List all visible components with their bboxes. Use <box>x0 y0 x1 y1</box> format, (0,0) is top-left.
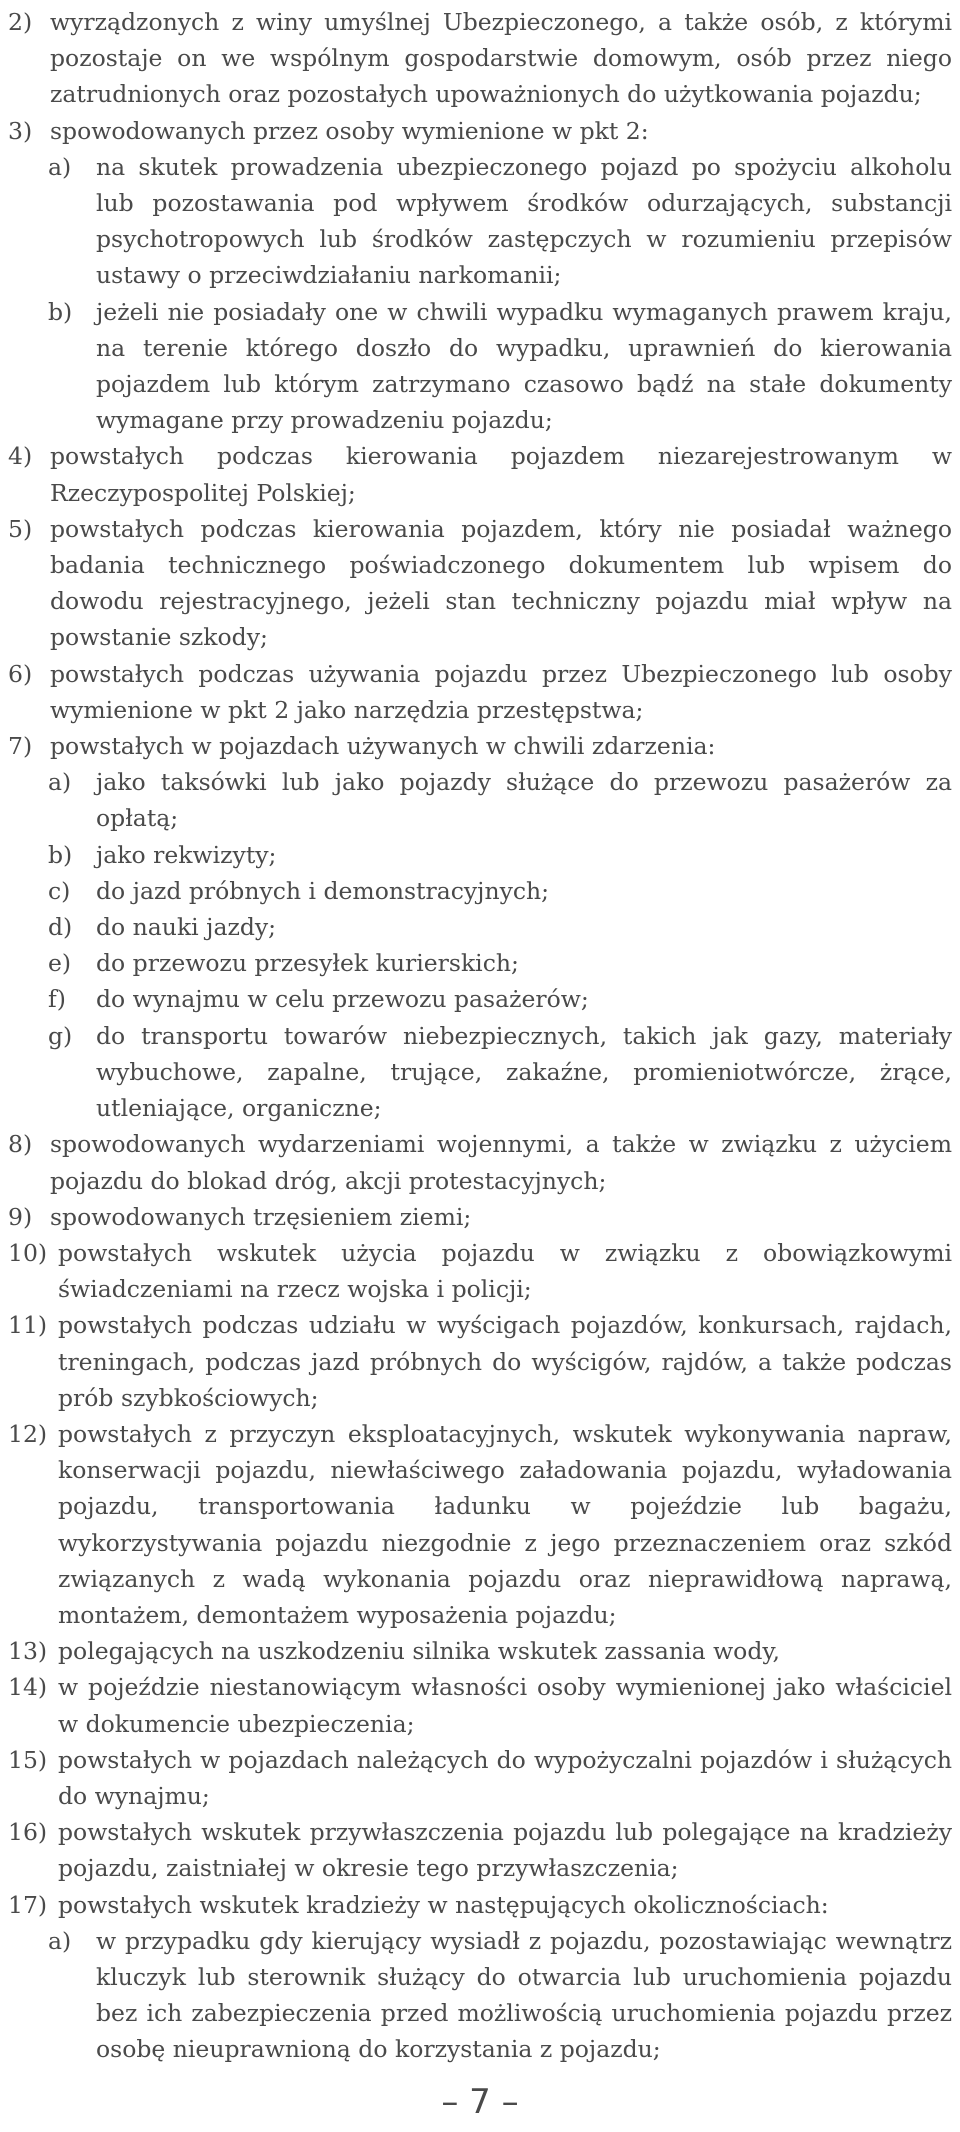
list-item <box>8 656 952 728</box>
item-number: 6) <box>8 659 33 688</box>
sub-item-letter: a) <box>48 1926 72 1955</box>
item-text: powstałych z przyczyn eksploatacyjnych, wskutek wykonywania napraw, konserwacji pojazdu, niewłaściwego załadowania pojazdu, wyładowania pojazdu, transportowania ładunku w pojeździe lub bagażu, wykorzystywania pojazdu niezgodnie z jego przeznaczeniem oraz szkód związanych z wadą wykonania pojazdu oraz nieprawidłową naprawą, montażem, demontażem wyposażenia pojazdu; <box>58 1419 952 1629</box>
item-number: 14) <box>8 1673 48 1702</box>
sub-item <box>8 764 952 836</box>
list-item <box>8 1669 952 1741</box>
sub-item-letter: b) <box>48 297 73 326</box>
sub-item-text: do nauki jazdy; <box>96 913 277 942</box>
sub-item <box>8 837 952 873</box>
sub-item-text: jako rekwizyty; <box>96 840 277 869</box>
sub-item <box>8 294 952 439</box>
item-text: powstałych podczas udziału w wyścigach pojazdów, konkursach, rajdach, treningach, podczas jazd próbnych do wyścigów, rajdów, a także podczas prób szybkościowych; <box>58 1311 952 1412</box>
sub-item-letter: g) <box>48 1021 73 1050</box>
sub-item-letter: a) <box>48 152 72 181</box>
sub-item-text: jako taksówki lub jako pojazdy służące do przewozu pasażerów za opłatą; <box>96 768 952 833</box>
list-item <box>8 113 952 149</box>
sub-item-letter: c) <box>48 876 71 905</box>
item-number: 5) <box>8 514 33 543</box>
list-item <box>8 1199 952 1235</box>
item-text: spowodowanych przez osoby wymienione w pkt 2: <box>50 116 649 145</box>
item-number: 16) <box>8 1818 48 1847</box>
item-text: powstałych podczas używania pojazdu przez Ubezpieczonego lub osoby wymienione w pkt 2 jako narzędzia przestępstwa; <box>50 659 952 724</box>
sub-item <box>8 909 952 945</box>
sub-item-text: w przypadku gdy kierujący wysiadł z pojazdu, pozostawiając wewnątrz kluczyk lub sterownik służący do otwarcia lub uruchomienia pojazdu bez ich zabezpieczenia przed możliwością uruchomienia pojazdu przez osobę nieuprawnioną do korzystania z pojazdu; <box>96 1926 952 2064</box>
sub-item-letter: e) <box>48 949 72 978</box>
item-text: powstałych w pojazdach używanych w chwili zdarzenia: <box>50 732 716 761</box>
sub-item-text: do przewozu przesyłek kurierskich; <box>96 949 519 978</box>
sub-item-letter: a) <box>48 768 72 797</box>
item-number: 9) <box>8 1202 33 1231</box>
list-item <box>8 511 952 656</box>
item-text: powstałych wskutek użycia pojazdu w związku z obowiązkowymi świadczeniami na rzecz wojska i policji; <box>58 1238 952 1304</box>
sub-item-text: do transportu towarów niebezpiecznych, takich jak gazy, materiały wybuchowe, zapalne, trujące, zakaźne, promieniotwórcze, żrące, utleniające, organiczne; <box>96 1021 952 1123</box>
sub-item <box>8 149 952 294</box>
list-item <box>8 1742 952 1814</box>
list-item <box>8 1887 952 1923</box>
sub-item <box>8 1018 952 1127</box>
item-text: powstałych podczas kierowania pojazdem, który nie posiadał ważnego badania technicznego poświadczonego dokumentem lub wpisem do dowodu rejestracyjnego, jeżeli stan techniczny pojazdu miał wpływ na powstanie szkody; <box>50 514 952 652</box>
item-text: powstałych w pojazdach należących do wypożyczalni pojazdów i służących do wynajmu; <box>58 1745 952 1810</box>
item-text: powstałych podczas kierowania pojazdem niezarejestrowanym w Rzeczypospolitej Polskiej; <box>50 442 952 507</box>
sub-item-text: do wynajmu w celu przewozu pasażerów; <box>96 985 589 1014</box>
sub-item-text: na skutek prowadzenia ubezpieczonego pojazd po spożyciu alkoholu lub pozostawania pod wpływem środków odurzających, substancji psychotropowych lub środków zastępczych w rozumieniu przepisów ustawy o przeciwdziałaniu narkomanii; <box>96 152 952 290</box>
sub-item-letter: d) <box>48 913 73 942</box>
item-text: polegających na uszkodzeniu silnika wskutek zassania wody, <box>58 1637 780 1666</box>
list-item <box>8 438 952 510</box>
sub-item-letter: b) <box>48 840 73 869</box>
item-text: powstałych wskutek kradzieży w następujących okolicznościach: <box>58 1890 829 1919</box>
exclusions-list <box>8 4 952 2068</box>
page-number: – 7 – <box>441 2082 519 2122</box>
sub-item <box>8 945 952 981</box>
item-number: 15) <box>8 1745 48 1774</box>
item-text: wyrządzonych z winy umyślnej Ubezpieczonego, a także osób, z którymi pozostaje on we wspólnym gospodarstwie domowym, osób przez niego zatrudnionych oraz pozostałych upoważnionych do użytkowania pojazdu; <box>50 8 952 109</box>
sub-item-text: do jazd próbnych i demonstracyjnych; <box>96 876 550 905</box>
item-number: 2) <box>8 8 33 36</box>
item-number: 11) <box>8 1311 48 1340</box>
sub-item-text: jeżeli nie posiadały one w chwili wypadku wymaganych prawem kraju, na terenie którego doszło do wypadku, uprawnień do kierowania pojazdem lub którym zatrzymano czasowo bądź na stałe dokumenty wymagane przy prowadzeniu pojazdu; <box>96 297 952 435</box>
sub-item-letter: f) <box>48 985 66 1014</box>
item-number: 8) <box>8 1130 33 1159</box>
list-item <box>8 1633 952 1669</box>
item-number: 10) <box>8 1238 48 1267</box>
list-item <box>8 1814 952 1886</box>
item-number: 4) <box>8 442 33 471</box>
sub-item <box>8 873 952 909</box>
list-item <box>8 1416 952 1633</box>
list-item <box>8 728 952 764</box>
list-item <box>8 1307 952 1416</box>
sub-item <box>8 1923 952 2068</box>
item-number: 12) <box>8 1419 48 1448</box>
list-item <box>8 1235 952 1307</box>
list-item <box>8 1126 952 1198</box>
item-number: 13) <box>8 1637 48 1666</box>
item-text: spowodowanych wydarzeniami wojennymi, a także w związku z użyciem pojazdu do blokad dróg, akcji protestacyjnych; <box>50 1130 952 1195</box>
sub-item <box>8 981 952 1017</box>
list-item <box>8 4 952 113</box>
item-number: 7) <box>8 732 33 761</box>
item-number: 3) <box>8 116 33 145</box>
item-text: powstałych wskutek przywłaszczenia pojazdu lub polegające na kradzieży pojazdu, zaistniałej w okresie tego przywłaszczenia; <box>58 1818 952 1883</box>
item-text: w pojeździe niestanowiącym własności osoby wymienionej jako właściciel w dokumencie ubezpieczenia; <box>58 1673 952 1738</box>
item-text: spowodowanych trzęsieniem ziemi; <box>50 1202 472 1231</box>
item-number: 17) <box>8 1890 48 1919</box>
